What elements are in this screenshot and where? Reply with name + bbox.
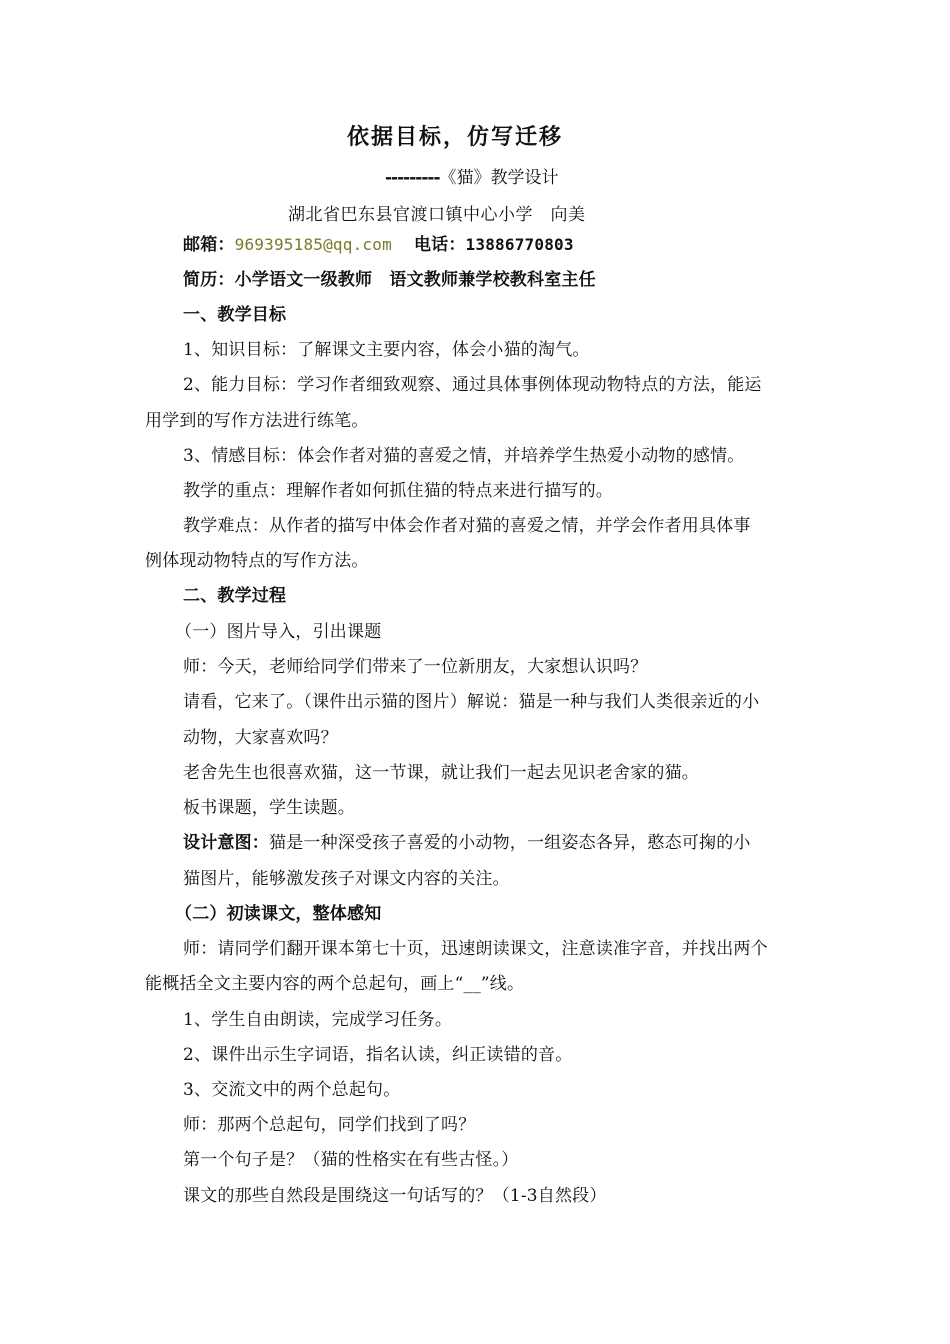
design-intent-line2: 猫图片，能够激发孩子对课文内容的关注。 — [183, 869, 510, 889]
author-line: 湖北省巴东县官渡口镇中心小学 向美 — [288, 205, 586, 225]
paragraph-8: 课文的那些自然段是围绕这一句话写的？（1-3自然段） — [183, 1186, 607, 1206]
step-2: 2、课件出示生字词语，指名认读，纠正读错的音。 — [183, 1045, 573, 1065]
email-link[interactable]: 969395185@qq.com — [234, 235, 392, 254]
paragraph-7: 第一个句子是？（猫的性格实在有些古怪。） — [183, 1150, 519, 1170]
step-3: 3、交流文中的两个总起句。 — [183, 1080, 401, 1100]
part2-heading: （二）初读课文，整体感知 — [175, 904, 382, 924]
paragraph-3: 老舍先生也很喜欢猫，这一节课，就让我们一起去见识老舍家的猫。 — [183, 763, 699, 783]
key-point: 教学的重点：理解作者如何抓住猫的特点来进行描写的。 — [183, 481, 613, 501]
subtitle-dash: --------- — [385, 168, 440, 188]
paragraph-5-line1: 师：请同学们翻开课本第七十页，迅速朗读课文，注意读准字音，并找出两个 — [183, 939, 768, 959]
paragraph-2-line2: 动物，大家喜欢吗？ — [183, 728, 338, 748]
part1-heading: （一）图片导入，引出课题 — [175, 622, 382, 642]
goal-emotion: 3、情感目标：体会作者对猫的喜爱之情，并培养学生热爱小动物的感情。 — [183, 446, 745, 466]
phone-value: 13886770803 — [465, 235, 574, 254]
difficulty-line2: 例体现动物特点的写作方法。 — [145, 551, 369, 571]
section-heading-process: 二、教学过程 — [183, 586, 287, 606]
paragraph-6: 师：那两个总起句，同学们找到了吗？ — [183, 1115, 476, 1135]
document-subtitle — [385, 163, 559, 188]
section-heading-goals: 一、教学目标 — [183, 305, 287, 325]
email-label: 邮箱： — [183, 235, 235, 255]
goal-ability-line1: 2、能力目标：学习作者细致观察、通过具体事例体现动物特点的方法，能运 — [183, 375, 762, 395]
phone-label: 电话： — [413, 235, 466, 255]
design-intent-label: 设计意图： — [183, 833, 269, 853]
goal-ability-line2: 用学到的写作方法进行练笔。 — [145, 411, 369, 431]
paragraph-5-line2: 能概括全文主要内容的两个总起句，画上“__”线。 — [145, 974, 525, 994]
subtitle-text: 《猫》教学设计 — [439, 168, 559, 188]
document-title: 依据目标，仿写迁移 — [346, 125, 563, 150]
goal-knowledge: 1、知识目标：了解课文主要内容，体会小猫的淘气。 — [183, 340, 590, 360]
design-intent-line1 — [183, 831, 810, 855]
design-intent-text: 猫是一种深受孩子喜爱的小动物，一组姿态各异，憨态可掬的小 — [269, 833, 751, 853]
paragraph-2-line1: 请看，它来了。（课件出示猫的图片）解说：猫是一种与我们人类很亲近的小 — [183, 692, 760, 712]
paragraph-4: 板书课题，学生读题。 — [183, 798, 355, 818]
resume-line: 简历：小学语文一级教师 语文教师兼学校教科室主任 — [183, 270, 596, 290]
contact-line — [183, 233, 810, 257]
paragraph-1: 师：今天，老师给同学们带来了一位新朋友，大家想认识吗？ — [183, 657, 648, 677]
step-1: 1、学生自由朗读，完成学习任务。 — [183, 1010, 453, 1030]
difficulty-line1: 教学难点：从作者的描写中体会作者对猫的喜爱之情，并学会作者用具体事 — [183, 516, 751, 536]
